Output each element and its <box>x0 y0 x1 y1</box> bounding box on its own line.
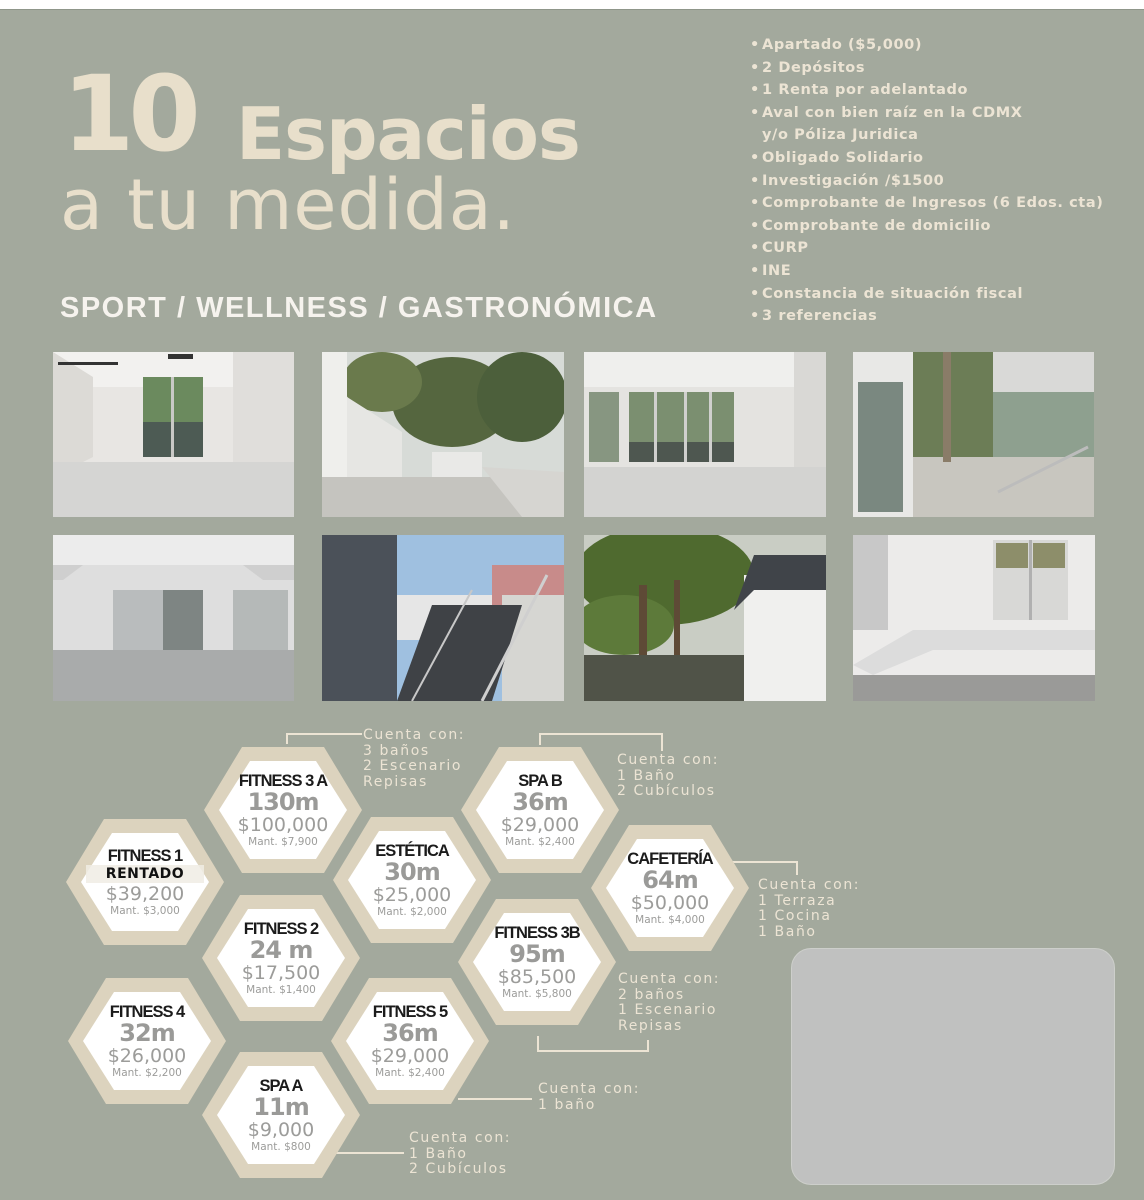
space-hex-cafeteria[interactable]: CAFETERÍA 64m $50,000 Mant. $4,000 <box>589 823 751 953</box>
connector-line <box>539 733 663 735</box>
bullet-icon: • <box>750 308 760 325</box>
requirement-item: • 1 Renta por adelantado <box>750 79 1103 102</box>
photo-exterior-glass-walkway <box>853 352 1094 517</box>
note-spa-a: Cuenta con: 1 Baño 2 Cubículos <box>409 1130 512 1177</box>
note-fitness-3a: Cuenta con: 3 baños 2 Escenario Repisas <box>363 727 466 790</box>
requirement-item: • INE <box>750 260 1103 283</box>
photo-exterior-terrace <box>322 352 564 517</box>
note-cafeteria: Cuenta con: 1 Terraza 1 Cocina 1 Baño <box>758 877 861 940</box>
requirement-item: • Obligado Solidario <box>750 147 1103 170</box>
bullet-icon: • <box>750 149 760 166</box>
space-hex-fitness-3b[interactable]: FITNESS 3B 95m $85,500 Mant. $5,800 <box>456 897 618 1027</box>
connector-line <box>796 861 798 875</box>
requirement-item: • Comprobante de Ingresos (6 Edos. cta) <box>750 192 1103 215</box>
requirement-item: • Constancia de situación fiscal <box>750 283 1103 306</box>
connector-line <box>286 733 362 735</box>
title-word: Espacios <box>236 92 580 176</box>
space-hex-fitness-5[interactable]: FITNESS 5 36m $29,000 Mant. $2,400 <box>329 976 491 1106</box>
space-hex-fitness-2[interactable]: FITNESS 2 24 m $17,500 Mant. $1,400 <box>200 893 362 1023</box>
photo-interior-living-room <box>53 352 294 517</box>
bullet-icon: • <box>750 217 760 234</box>
placeholder-box <box>791 948 1115 1185</box>
tagline: SPORT / WELLNESS / GASTRONÓMICA <box>60 292 658 324</box>
requirement-item: • CURP <box>750 237 1103 260</box>
space-hex-spa-b[interactable]: SPA B 36m $29,000 Mant. $2,400 <box>459 745 621 875</box>
requirements-list <box>750 34 1103 328</box>
rented-badge: RENTADO <box>86 865 204 883</box>
space-hex-fitness-1[interactable]: FITNESS 1 RENTADO $39,200 Mant. $3,000 <box>64 817 226 947</box>
connector-line <box>537 1050 649 1052</box>
requirement-item: • Apartado ($5,000) <box>750 34 1103 57</box>
photo-garden-pergola <box>584 535 826 701</box>
requirement-item: • 2 Depósitos <box>750 57 1103 80</box>
connector-line <box>286 734 288 744</box>
requirement-item: • Aval con bien raíz en la CDMX <box>750 102 1103 125</box>
bullet-icon: • <box>750 59 760 76</box>
title-subtitle: a tu medida. <box>60 164 516 246</box>
photo-interior-room-sliding-glass <box>53 535 294 701</box>
bullet-icon: • <box>750 172 760 189</box>
space-hex-fitness-3a[interactable]: FITNESS 3 A 130m $100,000 Mant. $7,900 <box>202 745 364 875</box>
requirement-item: • 3 referencias <box>750 305 1103 328</box>
photo-interior-counter <box>853 535 1095 701</box>
bullet-icon: • <box>750 262 760 279</box>
space-hex-estetica[interactable]: ESTÉTICA 30m $25,000 Mant. $2,000 <box>331 815 493 945</box>
space-hex-fitness-4[interactable]: FITNESS 4 32m $26,000 Mant. $2,200 <box>66 976 228 1106</box>
bullet-icon: • <box>750 285 760 302</box>
bullet-icon: • <box>750 82 760 99</box>
note-fitness-3b: Cuenta con: 2 baños 1 Escenario Repisas <box>618 971 721 1034</box>
requirement-item: • Investigación /$1500 <box>750 170 1103 193</box>
note-spa-b: Cuenta con: 1 Baño 2 Cubículos <box>617 752 720 799</box>
bullet-icon: • <box>750 195 760 212</box>
space-hex-spa-a[interactable]: SPA A 11m $9,000 Mant. $800 <box>200 1050 362 1180</box>
top-white-strip <box>0 0 1144 10</box>
requirement-item: • Comprobante de domicilio <box>750 215 1103 238</box>
note-fitness-5: Cuenta con: 1 baño <box>538 1081 641 1113</box>
bullet-icon: • <box>750 240 760 257</box>
connector-line <box>647 1040 649 1052</box>
photo-exterior-stairs <box>322 535 564 701</box>
requirement-item-continuation: y/o Póliza Juridica <box>762 127 919 144</box>
photo-interior-room-windows <box>584 352 826 517</box>
connector-line <box>661 733 663 751</box>
title-number: 10 <box>62 53 195 175</box>
bullet-icon: • <box>750 37 760 53</box>
bullet-icon: • <box>750 104 760 121</box>
